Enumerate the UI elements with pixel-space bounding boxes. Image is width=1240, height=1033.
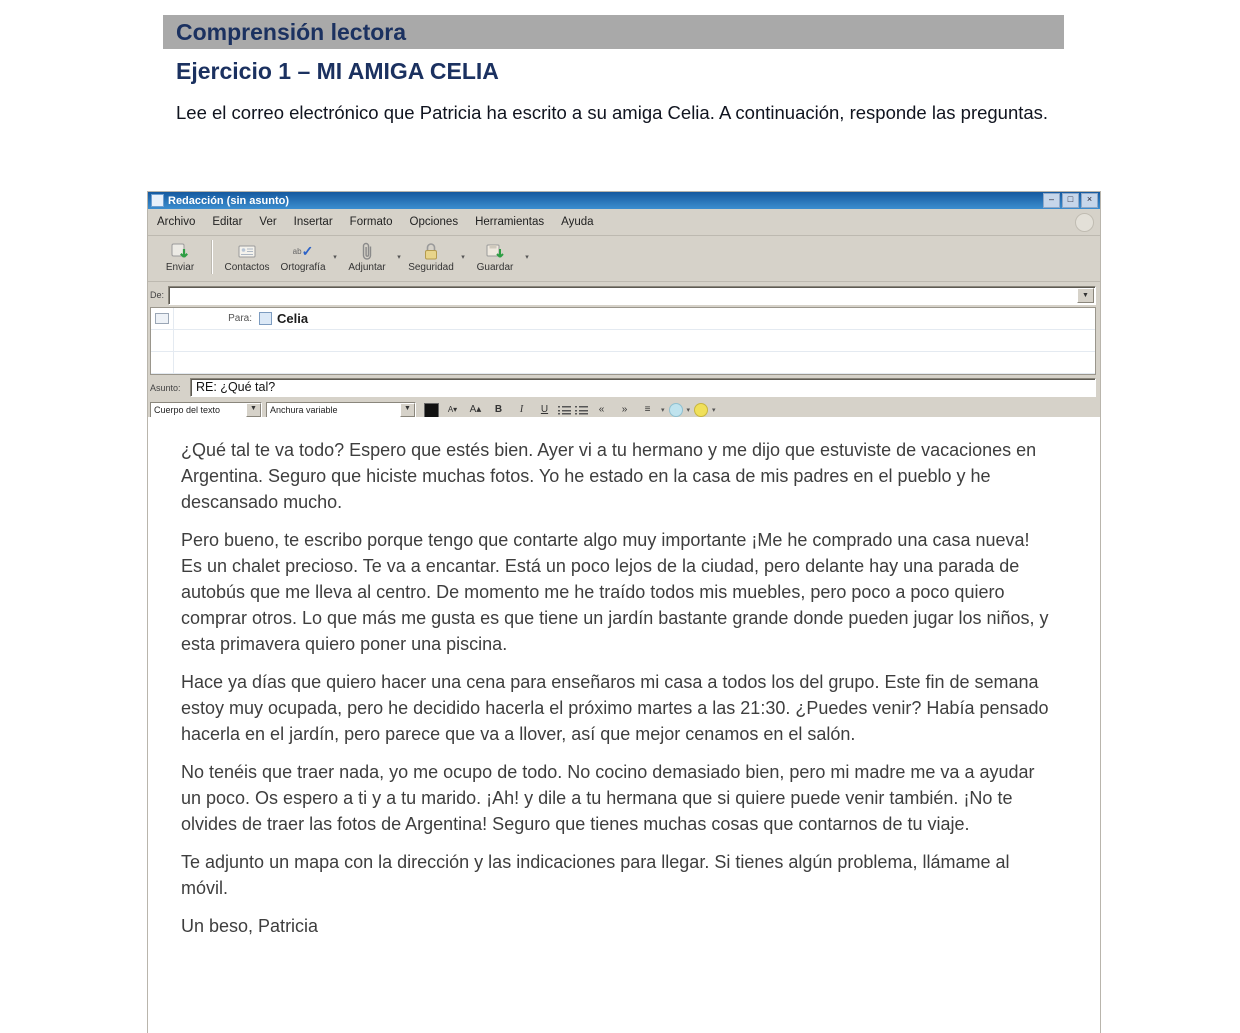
increase-font-size-button[interactable]: A▴ (469, 404, 482, 415)
bold-button[interactable]: B (494, 404, 503, 415)
throbber-icon (1075, 213, 1094, 232)
save-button-label: Guardar (476, 262, 514, 273)
bullet-list-icon[interactable] (558, 405, 571, 415)
mail-app-icon (151, 194, 164, 207)
from-label: De: (150, 290, 165, 300)
font-select[interactable] (266, 402, 416, 418)
recipient-type-button[interactable] (151, 352, 174, 373)
save-dropdown-arrow[interactable]: ▾ (525, 254, 529, 261)
italic-button[interactable]: I (519, 404, 524, 415)
window-title: Redacción (sin asunto) (168, 194, 290, 207)
contacts-button-label: Contactos (224, 262, 270, 273)
save-button[interactable] (467, 238, 523, 273)
contacts-icon (237, 240, 257, 262)
align-button[interactable]: ≡ (644, 404, 651, 415)
insert-object-dropdown-arrow[interactable]: ▾ (686, 407, 691, 414)
attach-button-label: Adjuntar (348, 262, 386, 273)
section-header-bar (163, 15, 1064, 49)
window-titlebar[interactable] (148, 192, 1100, 209)
align-dropdown-arrow[interactable]: ▾ (661, 407, 665, 414)
send-button-label: Enviar (165, 262, 195, 273)
message-paragraph: Hace ya días que quiero hacer una cena para enseñaros mi casa a todos los del grupo. Este fin de semana estoy muy ocupada, pero he decidido hacerla el próximo martes a las 21:30. ¿Puedes venir? Había pensado hacerla en el jardín, pero parece que va a llover, así que mejor cenamos en el salón. (181, 672, 1049, 744)
from-select[interactable] (168, 286, 1096, 305)
main-toolbar (148, 236, 1100, 282)
message-body-editor[interactable] (148, 417, 1100, 1033)
minimize-button[interactable]: – (1043, 193, 1060, 208)
paragraph-style-dropdown-arrow[interactable]: ▼ (246, 403, 261, 417)
spelling-button-label: Ortografía (280, 262, 326, 273)
menu-formato[interactable]: Formato (349, 216, 393, 228)
email-compose-window (148, 192, 1100, 1033)
text-color-swatch[interactable] (424, 403, 439, 418)
address-card-icon (155, 313, 169, 324)
security-button-label: Seguridad (408, 262, 454, 273)
subject-input[interactable]: RE: ¿Qué tal? (190, 378, 1096, 397)
recipient-row-empty[interactable] (151, 352, 1095, 374)
security-lock-icon (422, 240, 440, 262)
recipient-type-button[interactable] (151, 330, 174, 351)
menu-ver[interactable]: Ver (259, 216, 277, 228)
exercise-title: Ejercicio 1 – MI AMIGA CELIA (176, 58, 499, 84)
recipients-area (150, 307, 1096, 375)
recipient-type-button[interactable] (151, 308, 174, 329)
underline-button[interactable]: U (540, 404, 549, 415)
font-select-value: Anchura variable (270, 405, 338, 415)
close-button[interactable]: × (1081, 193, 1098, 208)
menu-opciones[interactable]: Opciones (409, 216, 459, 228)
message-paragraph: No tenéis que traer nada, yo me ocupo de todo. No cocino demasiado bien, pero mi madre me va a ayudar un poco. Os espero a ti y a tu marido. ¡Ah! y dile a tu hermana que si quiere puede venir también. ¡No te olvides de traer las fotos de Argentina! Seguro que tienes muchas cosas que contarnos de tu viaje. (181, 762, 1035, 834)
security-button[interactable] (403, 238, 459, 273)
spelling-icon (293, 240, 314, 262)
instructions-text: Lee el correo electrónico que Patricia ha escrito a su amiga Celia. A continuación, responde las preguntas. (176, 102, 1049, 123)
attach-icon (359, 240, 375, 262)
subject-label: Asunto: (150, 382, 181, 393)
insert-smiley-icon[interactable] (694, 403, 708, 417)
send-button[interactable] (152, 238, 208, 273)
message-paragraph: ¿Qué tal te va todo? Espero que estés bien. Ayer vi a tu hermano y me dijo que estuviste de vacaciones en Argentina. Seguro que hiciste muchas fotos. Yo he estado en la casa de mis padres en el pueblo y he descansado mucho. (181, 440, 1037, 512)
message-paragraph: Te adjunto un mapa con la dirección y las indicaciones para llegar. Si tienes algún problema, llámame al móvil. (181, 852, 1010, 898)
paragraph-style-value: Cuerpo del texto (154, 405, 221, 415)
spelling-check-glyph: ✓ (301, 242, 314, 259)
contact-person-icon (259, 312, 272, 325)
maximize-button[interactable]: □ (1062, 193, 1079, 208)
contacts-button[interactable] (219, 238, 275, 273)
recipient-name: Celia (277, 311, 309, 326)
menu-herramientas[interactable]: Herramientas (475, 216, 545, 228)
menu-insertar[interactable]: Insertar (293, 216, 333, 228)
recipient-row[interactable] (151, 308, 1095, 330)
outdent-button[interactable]: « (598, 404, 605, 415)
from-row (148, 282, 1100, 305)
attach-button[interactable] (339, 238, 395, 273)
recipient-row-empty[interactable] (151, 330, 1095, 352)
indent-button[interactable]: » (621, 404, 628, 415)
attach-dropdown-arrow[interactable]: ▾ (397, 254, 401, 261)
menu-archivo[interactable]: Archivo (157, 216, 196, 228)
recipient-type-label: Para: (228, 313, 252, 324)
message-paragraph: Pero bueno, te escribo porque tengo que contarte algo muy importante ¡Me he comprado una casa nueva! Es un chalet precioso. Te va a encantar. Está un poco lejos de la ciudad, pero delante hay una parada de autobús que me lleva al centro. De momento me he traído todos mis muebles, pero poco a poco quiero comprar otros. Lo que más me gusta es que tiene un jardín bastante grande donde pueden jugar los niños, y esta primavera quiero poner una piscina. (181, 530, 1049, 654)
message-signature: Un beso, Patricia (181, 916, 319, 936)
subject-row (148, 375, 1100, 399)
send-icon (170, 240, 190, 262)
numbered-list-icon[interactable] (575, 405, 588, 415)
save-icon (485, 240, 505, 262)
security-dropdown-arrow[interactable]: ▾ (461, 254, 465, 261)
menu-editar[interactable]: Editar (212, 216, 243, 228)
spelling-ab-glyph: ab (292, 246, 302, 256)
decrease-font-size-button[interactable]: A▾ (447, 405, 458, 414)
from-dropdown-arrow[interactable]: ▼ (1077, 288, 1094, 303)
insert-object-icon[interactable] (669, 403, 683, 417)
paragraph-style-select[interactable] (150, 402, 262, 418)
spelling-button[interactable] (275, 238, 331, 273)
section-title: Comprensión lectora (176, 18, 407, 45)
font-dropdown-arrow[interactable]: ▼ (400, 403, 415, 417)
insert-smiley-dropdown-arrow[interactable]: ▾ (712, 407, 716, 414)
menu-ayuda[interactable]: Ayuda (561, 216, 594, 228)
menu-bar (148, 209, 1100, 236)
toolbar-divider (211, 240, 212, 274)
spelling-dropdown-arrow[interactable]: ▾ (333, 254, 337, 261)
